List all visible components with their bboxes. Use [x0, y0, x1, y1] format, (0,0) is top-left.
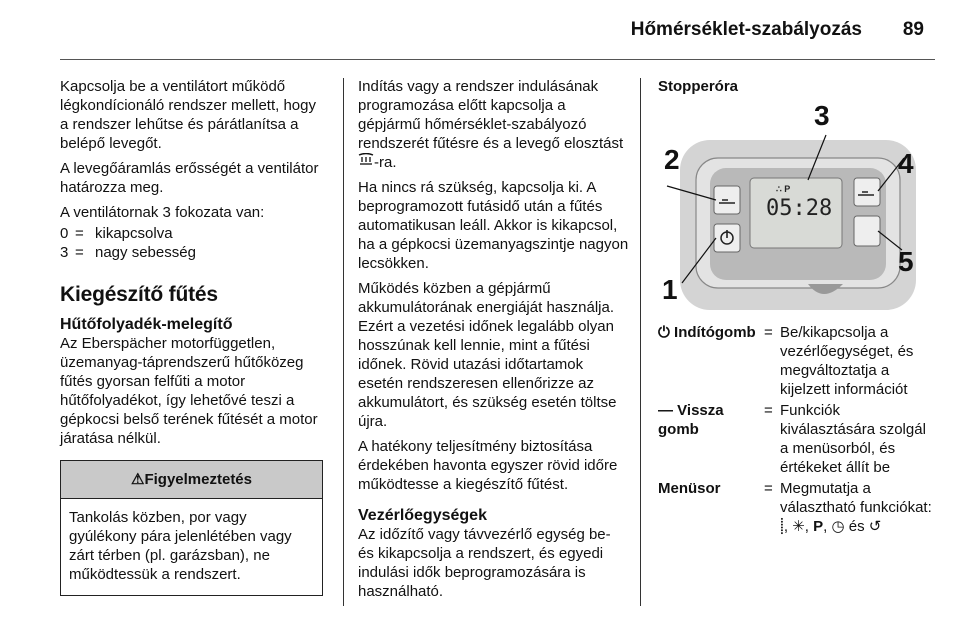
column-2: [358, 77, 630, 607]
definition-row: [658, 479, 934, 536]
paragraph: Az időzítő vagy távvezérlő egység be- és kikapcsolja a rendszert, és egyedi indulási idők beprogramozására is használható.: [358, 526, 611, 600]
display-time: 05:28: [766, 196, 833, 221]
definition-list: [658, 323, 934, 536]
and-word: és: [848, 518, 865, 535]
fan-level-value: nagy sebesség: [95, 244, 196, 261]
warning-title: Figyelmeztetés: [144, 471, 252, 488]
term-label: Vissza gomb: [658, 402, 724, 438]
callout-label: 4: [898, 148, 914, 179]
fan-level-list: [60, 224, 328, 262]
term-label: Indítógomb: [674, 324, 756, 341]
fan-level-value: kikapcsolva: [95, 225, 173, 242]
page-number: 89: [902, 19, 924, 40]
term-label: Menüsor: [658, 480, 721, 497]
definition-term: [658, 401, 764, 477]
back-button-icon: —: [658, 402, 673, 419]
paragraph: A levegőáramlás erősségét a ventilátor határozza meg.: [60, 160, 319, 196]
column-rule-2: [640, 78, 641, 606]
definition-description-text: Megmutatja a választható funkciókat:: [780, 480, 932, 516]
paragraph: Kapcsolja be a ventilátort működő légkondícionáló rendszer mellett, hogy a rendszer lehűtse és párátlanítsa a belépő levegőt.: [60, 78, 316, 152]
fan-level-row: [60, 243, 328, 262]
fan-level-eq: =: [75, 225, 84, 242]
warning-icon: ⚠: [131, 471, 145, 488]
loop-icon: ↺: [868, 518, 882, 535]
callout-label: 1: [662, 274, 678, 305]
definition-eq: =: [764, 402, 773, 419]
definition-description: Be/kikapcsolja a vezérlőegységet, és megváltoztatja a kijelzett információt: [780, 324, 914, 398]
column-1: [60, 77, 328, 596]
stopwatch-heading: Stopperóra: [658, 78, 739, 95]
callout-label: 2: [664, 144, 680, 175]
fan-level-key: 0: [60, 225, 69, 242]
windscreen-footwell-airflow-icon: [358, 153, 374, 172]
definition-term: [658, 323, 764, 399]
callout-label: 5: [898, 246, 914, 277]
paragraph-text: -ra.: [374, 154, 397, 171]
definition-description: Megmutatja a választható funkciókat: ⸽, ✳, P, ◷ és ↺: [780, 480, 932, 535]
paragraph: Az Eberspächer motorfüggetlen, üzemanyag-táprendszerű hűtőközeg fűtés gyorsan felfűti a motor hűtőfolyadékot, így lehetővé teszi a gépkocsi belső terének fűtését a motor járatása nélkül.: [60, 335, 318, 447]
running-header-title: Hőmérséklet-szabályozás: [630, 19, 862, 40]
callout-label: 3: [814, 100, 830, 131]
column-rule-1: [343, 78, 344, 606]
section-heading: Kiegészítő fűtés: [60, 283, 218, 306]
paragraph: Működés közben a gépjármű akkumulátorának energiáját használja. Ezért a vezetési időnek legalább olyan hosszúnak kell lennie, mint a fűtési időnek. Rövid utazási időtartamok esetén rendszeresen ellenőrizze az akkumulátort, és szükség esetén töltse újra.: [358, 280, 617, 430]
fan-level-key: 3: [60, 244, 69, 261]
warning-box: [60, 460, 323, 596]
definition-term: [658, 479, 764, 536]
heating-icon: ⸽: [780, 518, 784, 535]
timer-unit-figure: [658, 100, 920, 313]
header-rule: [60, 59, 935, 60]
clock-icon: ◷: [831, 518, 845, 535]
warning-body: Tankolás közben, por vagy gyúlékony pára jelenlétében vagy zárt térben (pl. garázsban), ne működtessük a rendszert.: [69, 509, 292, 583]
paragraph: A hatékony teljesítmény biztosítása érdekében havonta egyszer rövid időre működtesse a kiegészítő fűtést.: [358, 438, 618, 493]
fan-level-eq: =: [75, 244, 84, 261]
parking-p-icon: P: [813, 518, 824, 535]
paragraph: Ha nincs rá szükség, kapcsolja ki. A beprogramozott futásidő után a fűtés automatikusan leáll. Akkor is kikapcsol, ha a gépkocsi üzemanyagszintje nagyon lecsökken.: [358, 179, 629, 272]
definition-description: Funkciók kiválasztására szolgál a menüsorból, és értékeket állít be: [780, 402, 926, 476]
subsection-heading: Hűtőfolyadék-melegítő: [60, 316, 233, 333]
display-status-row: ∴ P: [776, 184, 791, 194]
power-icon: ⏻: [658, 324, 670, 341]
paragraph-text: Indítás vagy a rendszer indulásának programozása előtt kapcsolja a gépjármű hőmérséklet-szabályozó rendszerét fűtésre és a levegő elosztást: [358, 78, 624, 152]
definition-eq: =: [764, 324, 773, 341]
fan-level-row: [60, 224, 328, 243]
subsection-heading: Vezérlőegységek: [358, 507, 487, 524]
paragraph: A ventilátornak 3 fokozata van:: [60, 204, 265, 221]
definition-row: [658, 401, 934, 477]
fan-icon: ✳: [792, 518, 805, 535]
column-3: [658, 77, 934, 538]
warning-header: [61, 461, 322, 499]
paragraph: [358, 77, 630, 172]
definition-eq: =: [764, 480, 773, 497]
definition-row: [658, 323, 934, 399]
